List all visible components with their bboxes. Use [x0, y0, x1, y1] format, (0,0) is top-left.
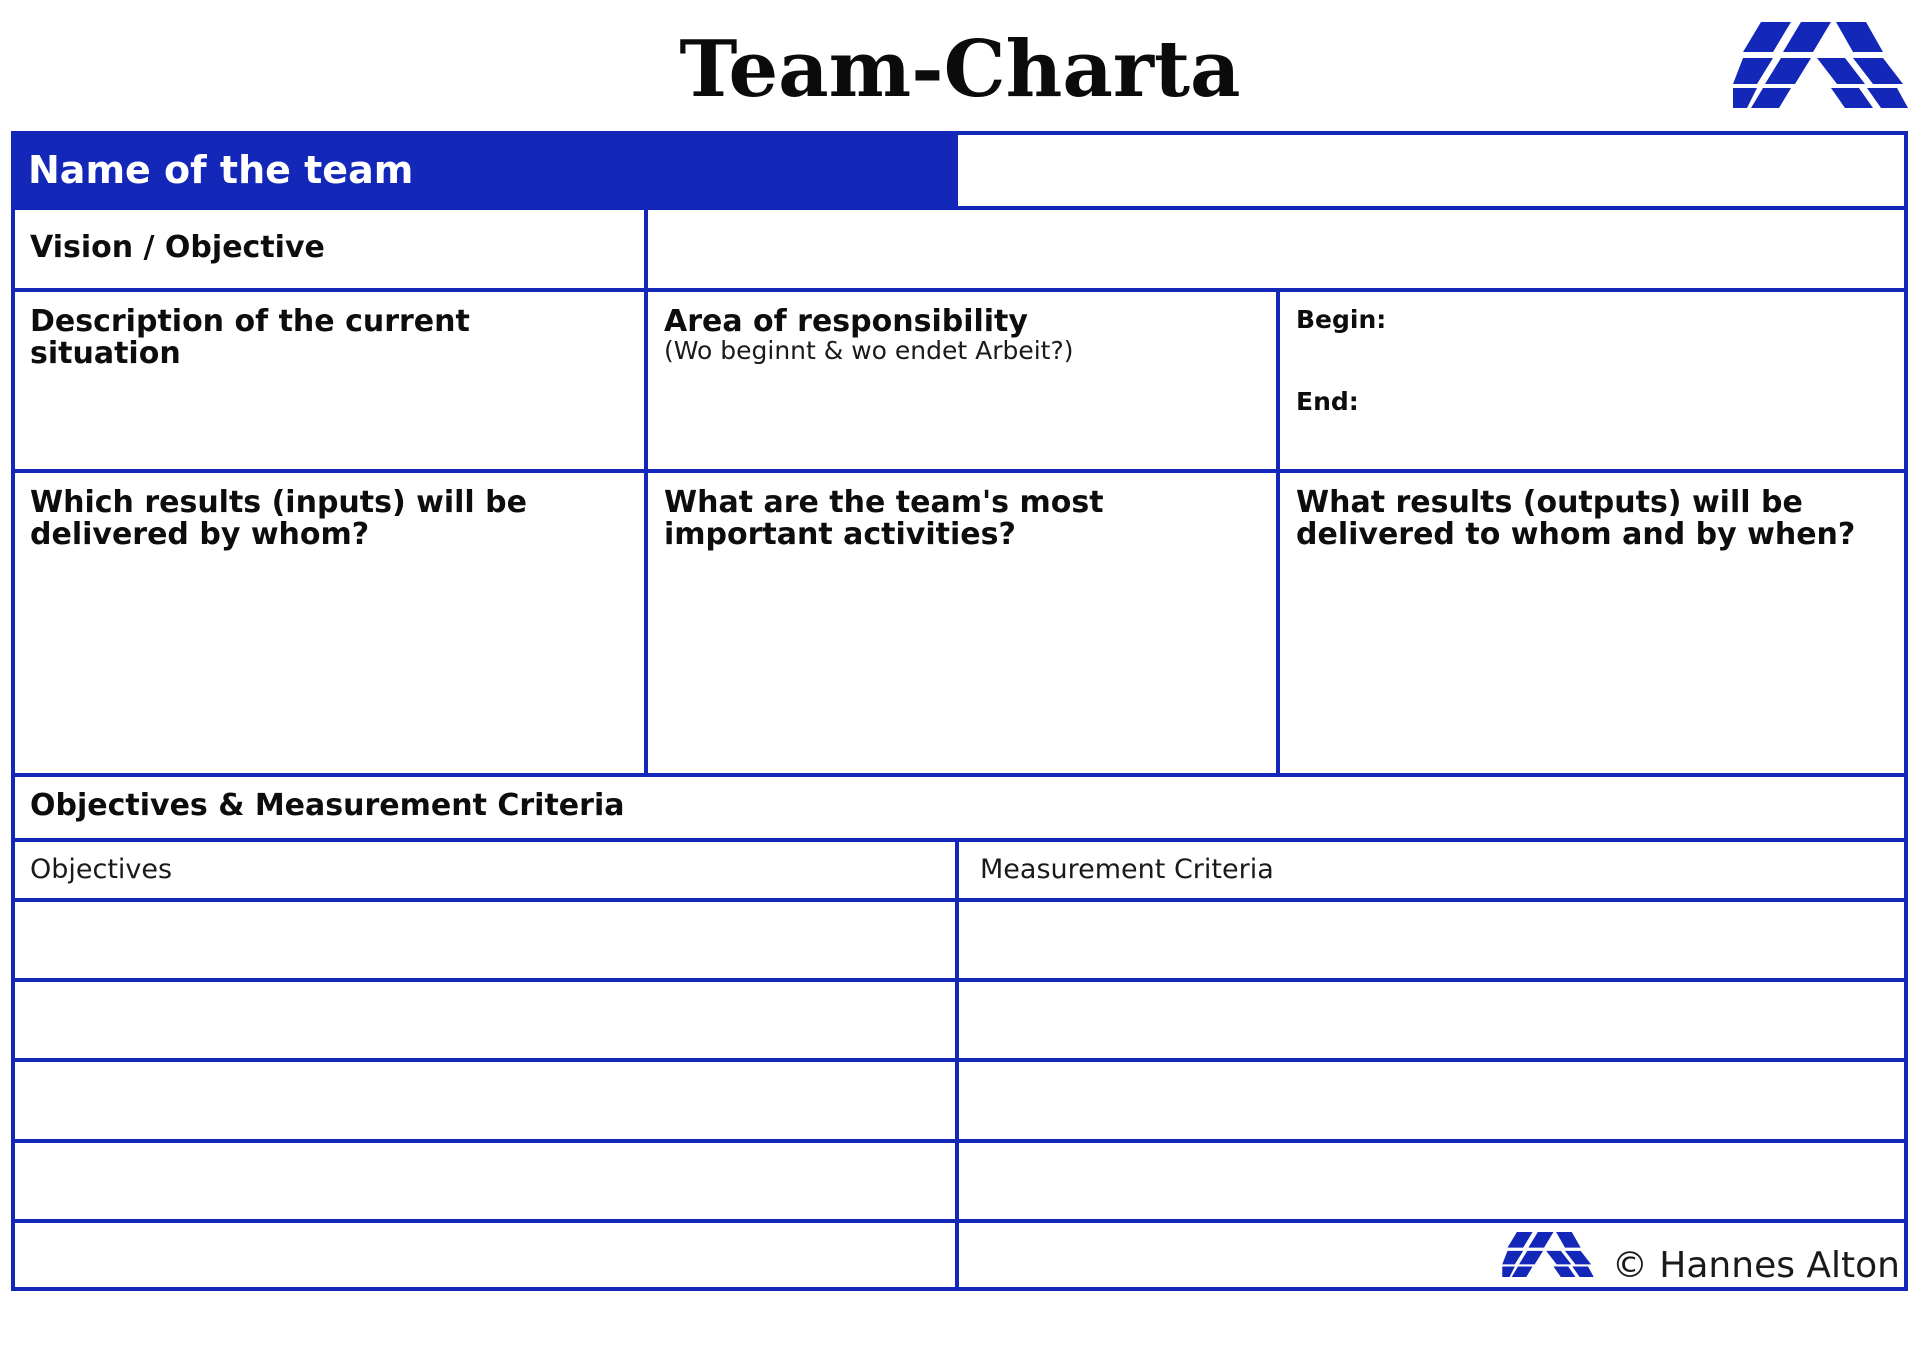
page-title: Team-Charta: [679, 24, 1241, 115]
criteria-input[interactable]: [959, 902, 1904, 978]
objectives-section-label: Objectives & Measurement Criteria: [30, 788, 625, 823]
team-name-label: Name of the team: [28, 148, 414, 192]
border-right: [1904, 131, 1908, 1291]
current-situation-field[interactable]: [15, 344, 644, 469]
divider-h: [13, 469, 1908, 473]
objective-input[interactable]: [15, 1143, 955, 1219]
hannes-alton-logo-icon: [1733, 22, 1908, 110]
measurement-criteria-column-header: Measurement Criteria: [980, 854, 1274, 885]
objective-input[interactable]: [15, 1062, 955, 1139]
responsibility-label: Area of responsibility: [664, 304, 1028, 339]
begin-label: Begin:: [1296, 305, 1387, 334]
border-top: [13, 131, 1908, 135]
outputs-field[interactable]: [1280, 560, 1904, 773]
copyright-text: © Hannes Alton: [1611, 1245, 1900, 1286]
team-name-field[interactable]: [958, 135, 1904, 205]
objective-input[interactable]: [15, 982, 955, 1058]
criteria-input[interactable]: [959, 982, 1904, 1058]
activities-label: What are the team's most important activities?: [664, 485, 1104, 552]
divider-h: [13, 288, 1908, 292]
criteria-input[interactable]: [959, 1143, 1904, 1219]
vision-field[interactable]: [648, 210, 1904, 288]
end-field[interactable]: [1400, 382, 1900, 422]
divider-h: [13, 773, 1908, 777]
divider-h: [13, 838, 1908, 842]
vision-label: Vision / Objective: [30, 230, 325, 265]
activities-field[interactable]: [648, 560, 1276, 773]
begin-field[interactable]: [1400, 300, 1900, 340]
inputs-field[interactable]: [15, 560, 644, 773]
objectives-column-header: Objectives: [30, 854, 173, 885]
objective-input[interactable]: [15, 1223, 955, 1287]
responsibility-field[interactable]: [648, 370, 1276, 469]
objective-input[interactable]: [15, 902, 955, 978]
hannes-alton-logo-icon: [1502, 1232, 1594, 1278]
current-situation-label: Description of the current situation: [30, 304, 470, 371]
responsibility-sublabel: (Wo beginnt & wo endet Arbeit?): [664, 336, 1074, 365]
outputs-label: What results (outputs) will be delivered to whom and by when?: [1296, 485, 1856, 552]
end-label: End:: [1296, 387, 1359, 416]
inputs-label: Which results (inputs) will be delivered by whom?: [30, 485, 527, 552]
criteria-input[interactable]: [959, 1062, 1904, 1139]
